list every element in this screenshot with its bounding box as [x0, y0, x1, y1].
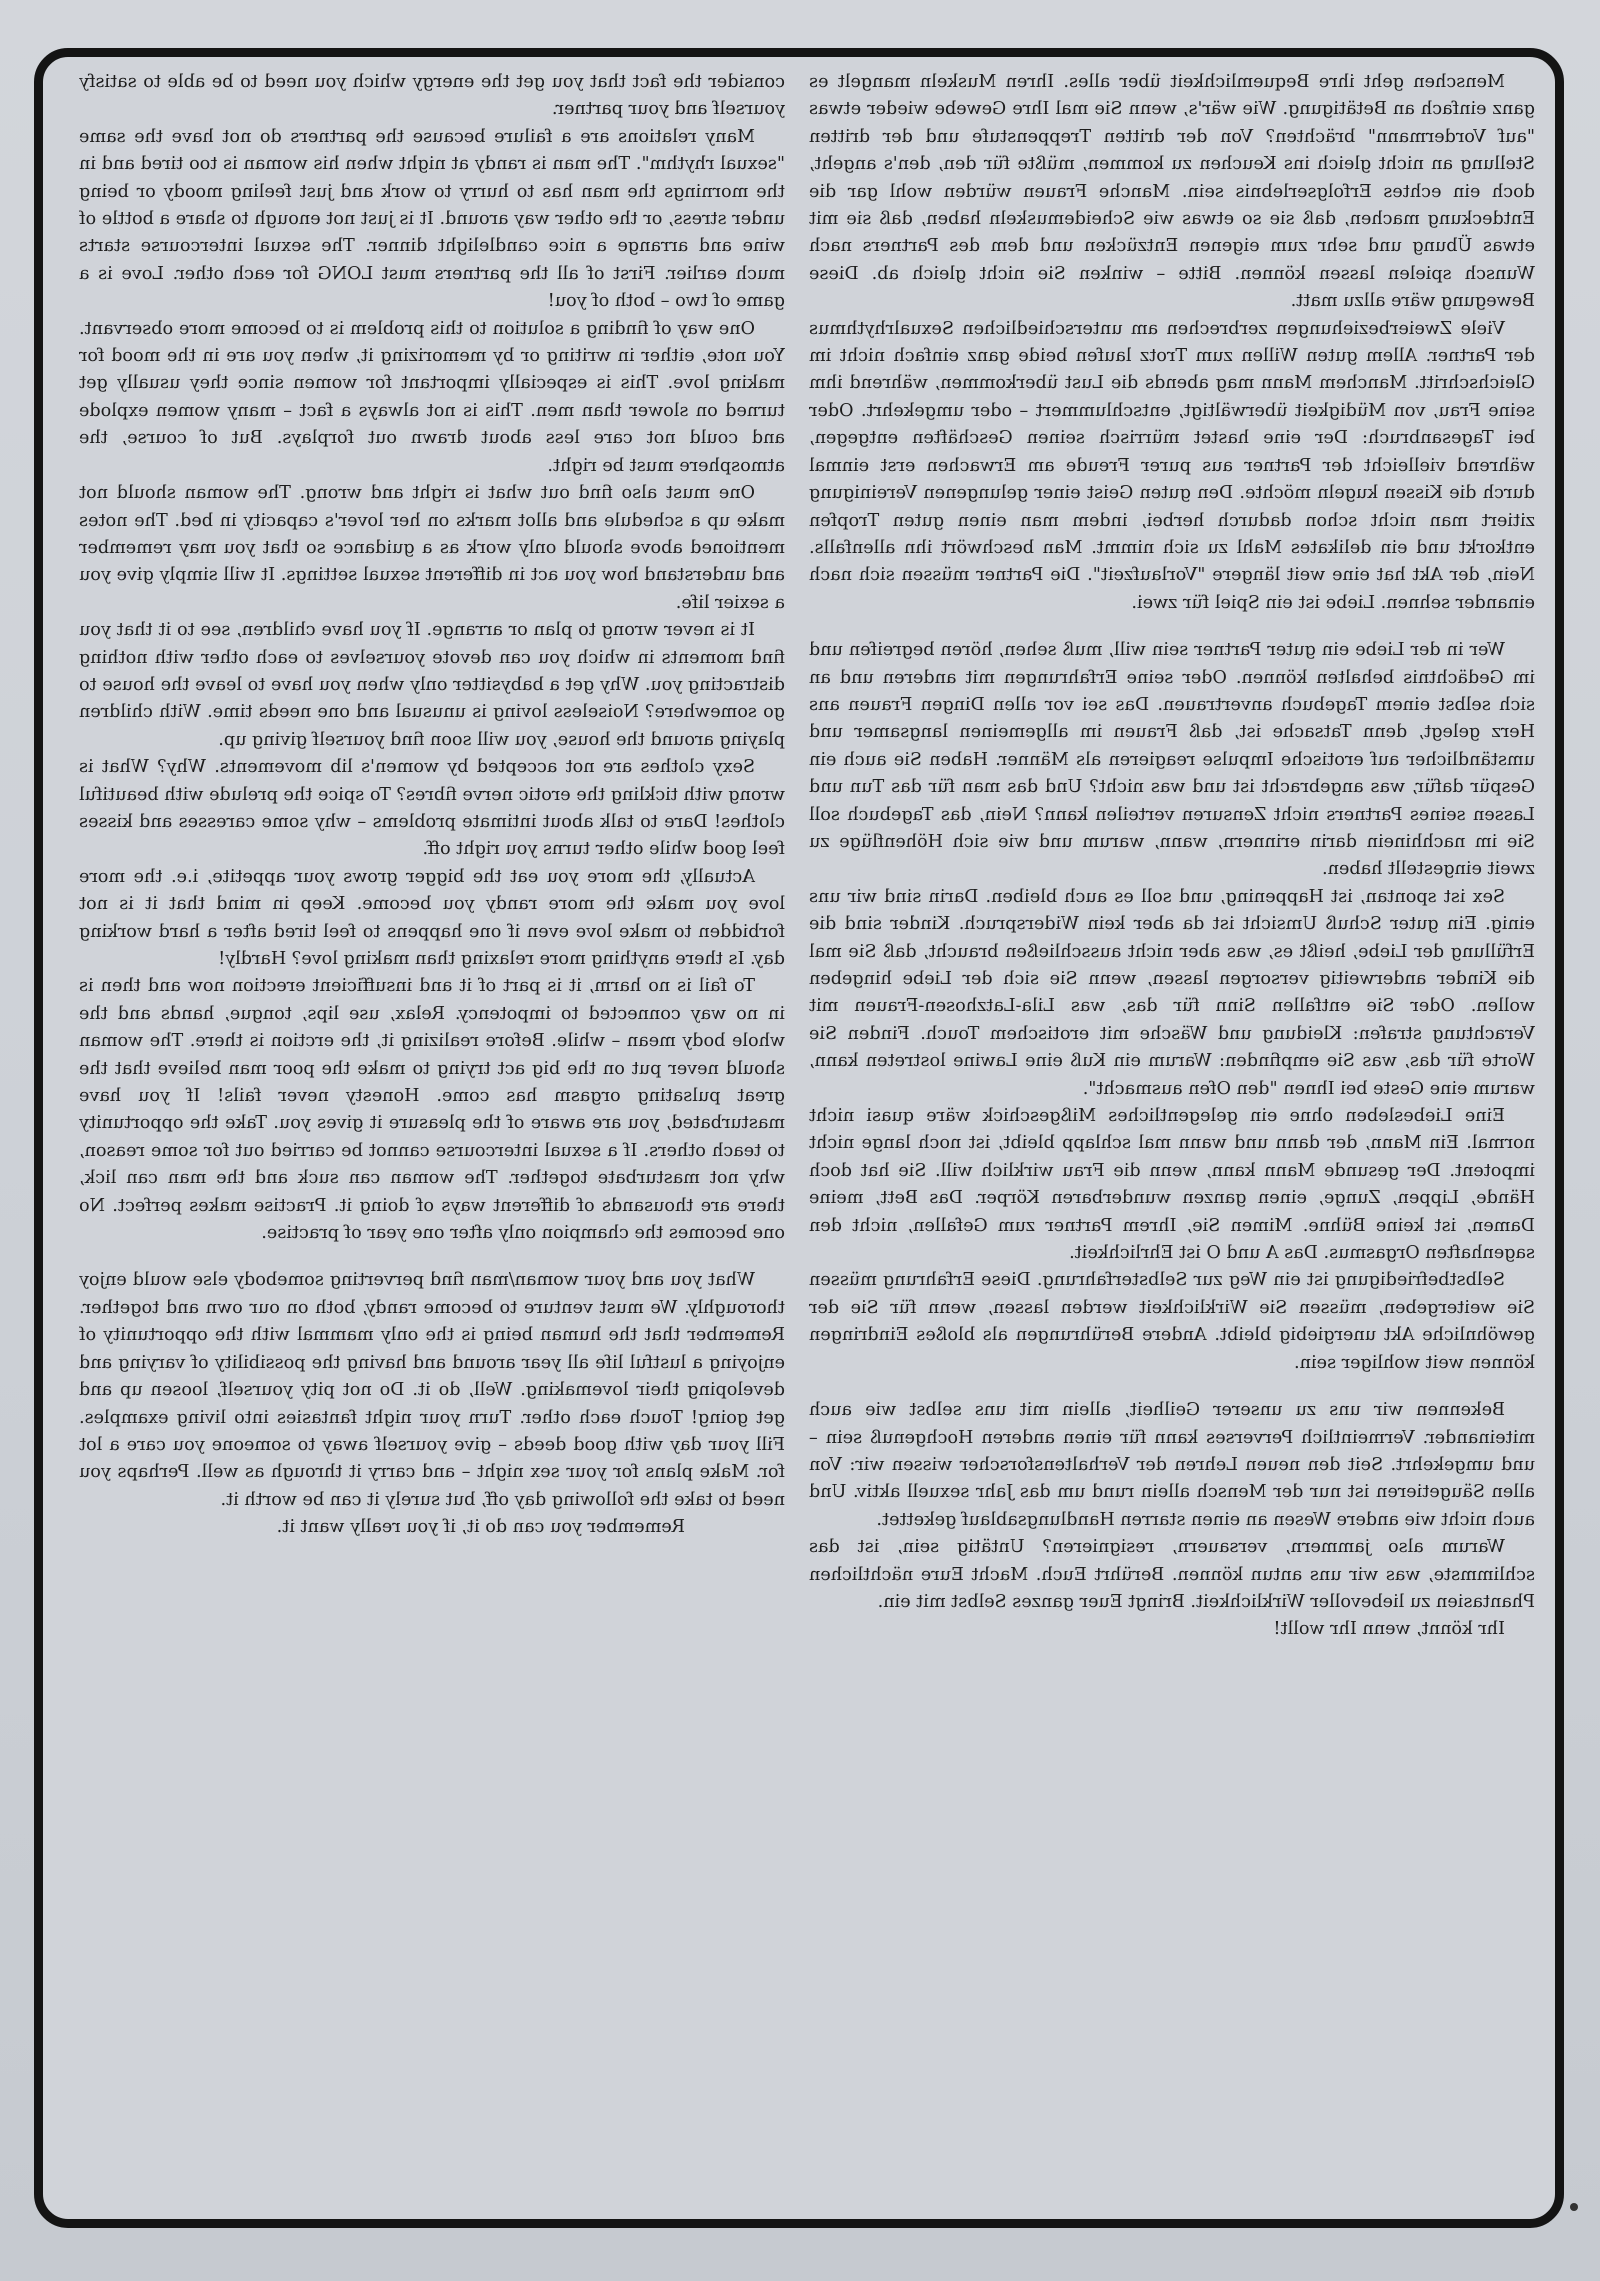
german-paragraph-3: Wer in der Liebe ein guter Partner sein will, muß sehen, hören begreifen und im Gedächtnis behalten können. Oder seine Erfahrungen mit anderen und an sich selbst einem Tagebuch anvertrauen. Das sei vor allen Dingen Frauen ans Herz gelegt, denn Tatsache ist, daß Frauen im allgemeinen langsamer und umständlicher auf erotische Impulse reagieren als Männer. Haben Sie auch ein Gespür dafür, was angebracht ist und was nicht? Und das man für das Tun und Lassen seines Partners nicht Zensuren verteilen kann? Nein, das Tagebuch soll Sie im nachhinein darin erinnern, wann, warum und wie sich Höhenflüge zu zweit eingestellt haben. — [809, 640, 1535, 880]
german-paragraph-4: Sex ist spontan, ist Happening, und soll es auch bleiben. Darin sind wir uns einig. Ein guter Schuß Umsicht ist da aber kein Widerspruch. Kinder sind die Erfüllung der Liebe, heißt es, was aber nicht ausschließen braucht, daß Sie mal die Kinder anderweitig versorgen lassen, wenn Sie sich der Liebe hingeben wollen. Oder Sie entfallen Sinn für das, was Lila-Latzhosen-Frauen mit Verachtung strafen: Kleidung und Wäsche mit erotischem Touch. Finden Sie Worte für das, was Sie empfinden: Warum ein Kuß eine Lawine lostreten kann, warum eine Geste bei Ihnen "den Ofen ausmacht". — [809, 886, 1535, 1099]
german-paragraph-5: Eine Liebesleben ohne ein gelegentliches Mißgeschick wäre quasi nicht normal. Ein Mann, der dann und wann mal schlapp bleibt, ist noch lange nicht impotent. Der gesunde Mann kann, wenn die Frau wirklich will. Sie hat doch Hände, Lippen, Zunge, einen ganzen wunderbaren Körper. Das Bett, meine Damen, ist keine Bühne. Mimen Sie, Ihrem Partner zum Gefallen, nicht den sagenhaften Orgasmus. Das A und O ist Ehrlichkeit. — [809, 1106, 1535, 1264]
german-paragraph-8: Warum also jammern, versauern, resignieren? Untätig sein, ist das schlimmste, was wir uns antun können. Berührt Euch. Macht Eure nächtlichen Phantasien zu liebevoller Wirklichkeit. Bringt Euer ganzes Selbst mit ein. — [809, 1537, 1535, 1612]
english-paragraph-9: What you and your woman/man find perverting somebody else would enjoy thoroughly. We must venture to become randy, both on our own and together. Remember that the human being is the only mammal with the opportunity of enjoying a lustful life all year around and having the possibility of varying and developing their lovemaking. Well, do it. Do not pity yourself, loosen up and get going! Touch each other. Turn your night fantasies into living examples. Fill your day with good deeds – give yourself away to someone you care a lot for. Make plans for your sex night – and carry it through as well. Perhaps you need to take the following day off, but surely it can be worth it. — [79, 1270, 785, 1510]
english-paragraph-7: Actually, the more you eat the bigger grows your appetite, i.e. the more love you make the more randy you become. Keep in mind that it is not forbidden to make love even if one happens to feel tired after a hard working day. Is there anything more relaxing than making love? Hardly! — [79, 866, 785, 969]
german-paragraph-6: Selbstbefriedigung ist ein Weg zur Selbsterfahrung. Diese Erfahrung müssen Sie weitergeben, müssen Sie Wirklichkeit werden lassen, wenn für Sie der gewöhnliche Akt unergiebig bleibt. Andere Berührungen als bloßes Eindringen können weit wohliger sein. — [809, 1270, 1535, 1373]
english-paragraph-6: Sexy clothes are not accepted by women's lib movements. Why? What is wrong with tickling the erotic nerve fibres? To spice the prelude with beautiful clothes! Dare to talk about intimate problems – why some caresses and kisses feel good while other turns you right off. — [79, 757, 785, 860]
english-paragraph-2: Many relations are a failure because the partners do not have the same "sexual rhythm". The man is randy at night when his woman is too tired and in the mornings the man has to hurry to work and just feeling moody or being under stress, or the other way around. It is just not enough to share a bottle of wine and arrange a nice candlelight dinner. The sexual intercourse starts much earlier. First of all the partners must LONG for each other. Love is a game of two – both of you! — [79, 126, 785, 312]
english-paragraph-10: Remember you can do it, if you really want it. — [276, 1517, 685, 1538]
german-paragraph-1: Menschen geht ihre Bequemlichkeit über alles. Ihren Muskeln mangelt es ganz einfach an Betätigung. Wie wär's, wenn Sie mal Ihre Gewebe wieder etwas "auf Vordermann" brächten? Von der dritten Treppenstufe und der dritten Stellung an nicht gleich ins Keuchen zu kommen, müßte für den, den's angeht, doch ein echtes Erfolgserlebnis sein. Manche Frauen würden wohl gar die Entdeckung machen, daß sie so etwas wie Scheidemuskeln haben, daß sie mit etwas Übung und sehr zum eigenen Entzücken und dem des Partners nach Wunsch spielen lassen können. Bitte – winken Sie nicht gleich ab. Diese Bewegung wäre allzu matt. — [809, 72, 1535, 312]
english-column — [79, 69, 785, 2191]
scan-dot-mark — [1570, 2203, 1578, 2211]
english-paragraph-3: One way of finding a solution to this problem is to become more observant. You note, either in writing or by memorizing it, when you are in the mood for making love. This is especially important for women since they usually get turned on slower than men. This is not always a fact – many women explode and could not care less about drawn out forplays. But of course, the atmosphere must be right. — [79, 318, 785, 476]
german-paragraph-9: Ihr könnt, wenn Ihr wollt! — [1273, 1619, 1505, 1640]
german-paragraph-7: Bekennen wir uns zu unserer Geilheit, allein mit uns selbst wie auch miteinander. Vermeintlich Perverses kann für einen anderen Hochgenuß sein – und umgekehrt. Seit den neuen Lehren der Verhaltensforscher wissen wir: Von allen Säugetieren ist nur der Mensch allein rund um das Jahr sexuell aktiv. Und auch nicht wie andere Wesen an einen starren Handlungsablauf gekettet. — [809, 1400, 1535, 1530]
german-column — [809, 69, 1535, 2191]
english-paragraph-5: It is never wrong to plan or arrange. If you have children, see to it that you find moments in which you can devote yourselves to each other with nothing distracting you. Why get a babysitter only when you have to leave the house to go somewhere? Noiseless loving is unusual and one needs time. With children playing around the house, you will soon find yourself giving up. — [79, 620, 785, 750]
english-paragraph-8: To fail is no harm, it is part of it and insufficient erection now and then is in no way connected to impotency. Relax, use lips, tongue, hands and the whole body mean – while. Before realizing it, the erction is there. The woman should never put on the big act trying to make the poor man believe that the great pulsating orgasm has come. Honesty never fails! If you have masturbated, you are aware of the pleasure it gives you. Take the opportunity to teach others. If a sexual intercourse cannot be carried out for some reason, why not masturbate together. The woman can suck and the man can lick, there are thousands of different ways of doing it. Practise makes perfect. No one becomes the champion only after one year of practise. — [79, 976, 785, 1244]
article-frame — [34, 48, 1564, 2228]
english-paragraph-4: One must also find out what is right and wrong. The woman should not make up a schedule and allot marks on her lover's capacity in bed. The notes mentioned above should only work as a guidance so that you may remember and understand how you act in different sexual settings. It will simply give you a sexier life. — [79, 483, 785, 613]
english-paragraph-1: consider the fact that you get the energy which you need to be able to satisfy yourself and your partner. — [79, 72, 785, 120]
german-paragraph-2: Viele Zweierbeziehungen zerbrechen am unterschiedlichen Sexualrhythmus der Partner. Allem guten Willen zum Trotz laufen beide ganz einfach nicht im Gleichschritt. Manchem Mann mag abends die Lust überkommen, während ihm seine Frau, von Müdigkeit überwältigt, entschlummert – oder umgekehrt. Oder bei Tagesanbruch: Der eine hastet mürrisch seinen Geschäften entgegen, während vielleicht der Partner aus purer Freude am Erwachen erst einmal durch die Kissen kugeln möchte. Den guten Geist einer gelungenen Vereinigung zitiert man nicht schon dadurch herbei, indem man einen guten Tropfen entkorkt und ein delikates Mahl zu sich nimmt. Man beschwört ihn allenfalls. Nein, der Akt hat eine weit längere "Vorlaufzeit". Die Partner müssen sich nach einander sehnen. Liebe ist ein Spiel für zwei. — [809, 318, 1535, 613]
